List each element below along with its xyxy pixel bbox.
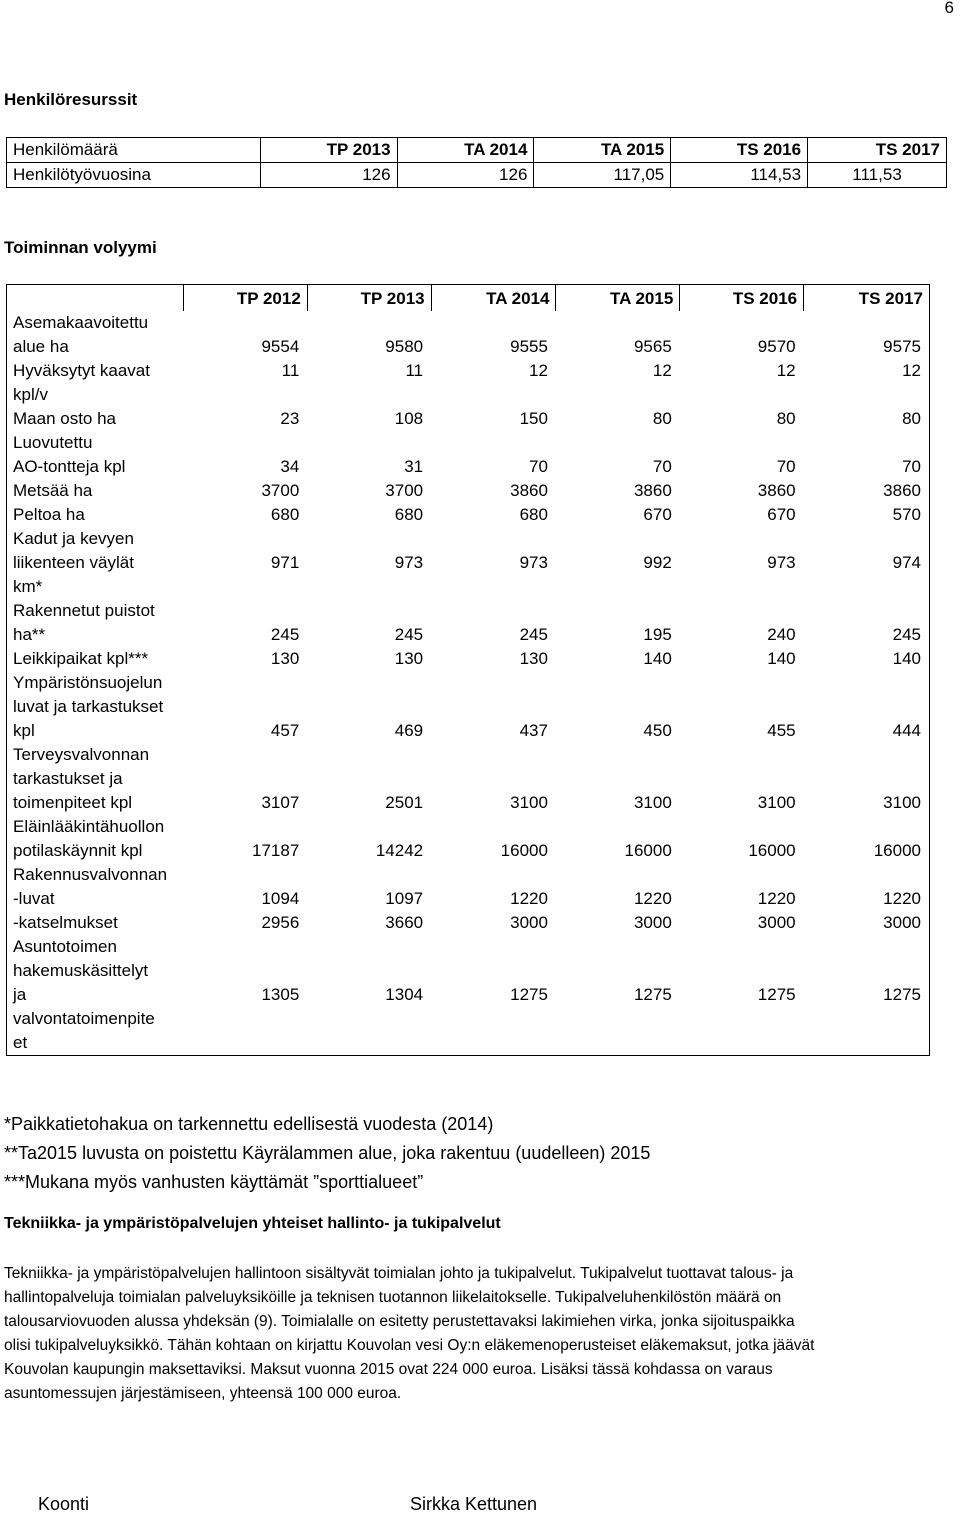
cell-value: 16000 bbox=[500, 841, 548, 860]
row-label-line: Leikkipaikat kpl*** bbox=[13, 649, 149, 668]
table-cell bbox=[556, 743, 680, 815]
table-cell: 117,05 bbox=[534, 163, 671, 188]
cell-value: 1220 bbox=[757, 889, 796, 908]
row-label-line: et bbox=[13, 1033, 28, 1052]
cell-value: 150 bbox=[519, 409, 548, 428]
table-cell bbox=[804, 479, 930, 503]
row-label-line: -luvat bbox=[13, 889, 55, 908]
table-cell bbox=[307, 479, 431, 503]
cell-value: 16000 bbox=[624, 841, 672, 860]
header-cell: TA 2015 bbox=[534, 138, 671, 163]
table-cell bbox=[431, 935, 556, 1056]
cell-value: 16000 bbox=[748, 841, 796, 860]
cell-value: 992 bbox=[643, 553, 672, 572]
cell-value: 130 bbox=[270, 649, 300, 668]
footnotes bbox=[4, 1110, 650, 1197]
cell-value: 1304 bbox=[385, 985, 424, 1004]
row-label-line: hakemuskäsittelyt bbox=[13, 961, 149, 980]
cell-value: 680 bbox=[519, 505, 548, 524]
table-cell bbox=[804, 359, 930, 407]
table-row bbox=[7, 935, 930, 1056]
cell-value: 1305 bbox=[261, 985, 300, 1004]
paragraph-line: talousarviovuoden alussa yhdeksän (9). Toimialalle on esitetty perustettavaksi lakimiehen virka, jonka sijoituspaikka bbox=[4, 1313, 795, 1330]
row-label bbox=[7, 431, 184, 479]
cell-value: 17187 bbox=[252, 841, 300, 860]
row-label-line: luvat ja tarkastukset bbox=[13, 697, 164, 716]
table-cell bbox=[307, 671, 431, 743]
table-cell bbox=[183, 599, 307, 647]
table-cell bbox=[804, 599, 930, 647]
table-row bbox=[7, 671, 930, 743]
row-label bbox=[7, 671, 184, 743]
cell-value: 140 bbox=[643, 649, 672, 668]
cell-value: 974 bbox=[892, 553, 921, 572]
row-label bbox=[7, 359, 184, 407]
table-cell bbox=[804, 647, 930, 671]
table-row bbox=[7, 599, 930, 647]
cell-value: 3700 bbox=[385, 481, 424, 500]
cell-value: 670 bbox=[767, 505, 796, 524]
table-cell bbox=[307, 527, 431, 599]
row-label-line: toimenpiteet kpl bbox=[13, 793, 133, 812]
row-label-line: Terveysvalvonnan bbox=[13, 745, 150, 764]
table-cell bbox=[307, 599, 431, 647]
table-row bbox=[7, 815, 930, 863]
row-label-line: Peltoa ha bbox=[13, 505, 85, 524]
cell-value: 9570 bbox=[757, 337, 796, 356]
cell-value: 1275 bbox=[633, 985, 672, 1004]
table-cell bbox=[307, 935, 431, 1056]
table-row bbox=[7, 359, 930, 407]
section-title-tukipalvelut: Tekniikka- ja ympäristöpalvelujen yhteiset hallinto- ja tukipalvelut bbox=[4, 1215, 501, 1232]
cell-value: 444 bbox=[892, 721, 921, 740]
cell-value: 1275 bbox=[510, 985, 548, 1004]
table-cell bbox=[680, 863, 804, 935]
cell-value: 130 bbox=[394, 649, 424, 668]
row-label bbox=[7, 407, 184, 431]
table-row bbox=[7, 479, 930, 503]
cell-value: 437 bbox=[519, 721, 548, 740]
table-row bbox=[7, 431, 930, 479]
volume-table bbox=[6, 284, 930, 1056]
table-cell bbox=[183, 479, 307, 503]
cell-value: 31 bbox=[404, 457, 424, 476]
table-row bbox=[7, 163, 947, 188]
table-cell bbox=[431, 359, 556, 407]
row-label-line: Asemakaavoitettu bbox=[13, 313, 149, 332]
cell-value: 3860 bbox=[757, 481, 796, 500]
table-cell bbox=[431, 647, 556, 671]
section-title-henkiloresurssit: Henkilöresurssit bbox=[4, 90, 138, 109]
section-title-toiminnan-volyymi: Toiminnan volyymi bbox=[4, 238, 157, 257]
table-cell bbox=[431, 527, 556, 599]
cell-value: 23 bbox=[280, 409, 300, 428]
table-cell bbox=[431, 503, 556, 527]
cell-value: 245 bbox=[892, 625, 921, 644]
row-label bbox=[7, 863, 184, 935]
table-cell bbox=[804, 407, 930, 431]
row-label-line: Hyväksytyt kaavat bbox=[13, 361, 150, 380]
table-cell: 126 bbox=[397, 163, 534, 188]
table-cell bbox=[556, 815, 680, 863]
cell-value: 12 bbox=[652, 361, 672, 380]
cell-value: 3000 bbox=[883, 913, 921, 932]
table-cell bbox=[680, 815, 804, 863]
header-cell: TS 2017 bbox=[808, 138, 947, 163]
table-cell bbox=[307, 743, 431, 815]
personnel-table-header bbox=[7, 138, 947, 163]
table-cell bbox=[680, 311, 804, 359]
cell-value: 9580 bbox=[385, 337, 424, 356]
header-cell: TP 2012 bbox=[183, 285, 307, 312]
cell-value: 140 bbox=[767, 649, 796, 668]
cell-value: 670 bbox=[643, 505, 672, 524]
cell-value: 1275 bbox=[883, 985, 921, 1004]
paragraph-line: asuntomessujen järjestämiseen, yhteensä 100 000 euroa. bbox=[4, 1385, 402, 1402]
row-label-line: alue ha bbox=[13, 337, 69, 356]
table-cell: 126 bbox=[260, 163, 397, 188]
cell-value: 245 bbox=[519, 625, 548, 644]
cell-value: 680 bbox=[270, 505, 300, 524]
header-cell: TA 2015 bbox=[556, 285, 680, 312]
cell-value: 1220 bbox=[883, 889, 921, 908]
cell-value: 130 bbox=[519, 649, 548, 668]
page-number: 6 bbox=[944, 0, 954, 17]
cell-value: 9575 bbox=[883, 337, 921, 356]
row-label bbox=[7, 815, 184, 863]
cell-value: 140 bbox=[892, 649, 921, 668]
table-cell bbox=[680, 743, 804, 815]
cell-value: 80 bbox=[652, 409, 672, 428]
header-cell bbox=[7, 285, 184, 312]
footer-right: Sirkka Kettunen bbox=[410, 1494, 538, 1514]
header-cell: TP 2013 bbox=[260, 138, 397, 163]
row-label: Henkilötyövuosina bbox=[7, 163, 261, 188]
table-cell bbox=[556, 863, 680, 935]
row-label-line: Eläinlääkintähuollon bbox=[13, 817, 165, 836]
table-cell bbox=[183, 935, 307, 1056]
cell-value: 680 bbox=[394, 505, 424, 524]
table-cell bbox=[556, 671, 680, 743]
row-label-line: potilaskäynnit kpl bbox=[13, 841, 143, 860]
personnel-table bbox=[6, 137, 947, 188]
table-cell bbox=[804, 935, 930, 1056]
cell-value: 11 bbox=[405, 361, 424, 380]
table-cell: 111,53 bbox=[808, 163, 947, 188]
table-cell bbox=[680, 503, 804, 527]
cell-value: 2956 bbox=[261, 913, 300, 932]
table-cell bbox=[556, 527, 680, 599]
row-label bbox=[7, 743, 184, 815]
table-cell bbox=[680, 599, 804, 647]
cell-value: 70 bbox=[902, 457, 921, 476]
table-cell bbox=[680, 671, 804, 743]
table-cell bbox=[431, 311, 556, 359]
cell-value: 3000 bbox=[757, 913, 796, 932]
table-cell bbox=[680, 647, 804, 671]
footer-left: Koonti bbox=[38, 1494, 90, 1514]
cell-value: 455 bbox=[767, 721, 796, 740]
cell-value: 12 bbox=[529, 361, 548, 380]
cell-value: 3000 bbox=[510, 913, 548, 932]
header-cell: Henkilömäärä bbox=[7, 138, 261, 163]
table-cell bbox=[680, 359, 804, 407]
cell-value: 70 bbox=[529, 457, 548, 476]
table-cell bbox=[307, 503, 431, 527]
cell-value: 16000 bbox=[873, 841, 921, 860]
cell-value: 12 bbox=[776, 361, 796, 380]
paragraph-line: hallintopalveluja toimialan palveluyksiköille ja teknisen tuotannon liikelaitokselle. Tukipalveluhenkilöstön määrä on bbox=[4, 1289, 782, 1306]
cell-value: 1097 bbox=[385, 889, 424, 908]
row-label-line: Ympäristönsuojelun bbox=[13, 673, 163, 692]
cell-value: 1094 bbox=[261, 889, 300, 908]
cell-value: 108 bbox=[394, 409, 424, 428]
paragraph-line: Tekniikka- ja ympäristöpalvelujen hallintoon sisältyvät toimialan johto ja tukipalvelut. Tukipalvelut tuottavat talous- ja bbox=[4, 1265, 794, 1282]
table-cell bbox=[556, 503, 680, 527]
cell-value: 457 bbox=[270, 721, 300, 740]
table-cell bbox=[431, 431, 556, 479]
cell-value: 245 bbox=[394, 625, 424, 644]
table-cell bbox=[307, 815, 431, 863]
table-cell bbox=[183, 407, 307, 431]
cell-value: 240 bbox=[767, 625, 796, 644]
row-label-line: AO-tontteja kpl bbox=[13, 457, 126, 476]
cell-value: 3107 bbox=[261, 793, 300, 812]
row-label-line: kpl/v bbox=[13, 385, 48, 404]
table-row bbox=[7, 311, 930, 359]
cell-value: 70 bbox=[652, 457, 672, 476]
volume-table-header bbox=[7, 285, 930, 312]
table-cell bbox=[556, 479, 680, 503]
table-cell bbox=[804, 431, 930, 479]
body-paragraph bbox=[4, 1262, 814, 1406]
table-cell bbox=[183, 815, 307, 863]
row-label bbox=[7, 503, 184, 527]
header-cell: TP 2013 bbox=[307, 285, 431, 312]
cell-value: 9565 bbox=[633, 337, 672, 356]
cell-value: 80 bbox=[776, 409, 796, 428]
cell-value: 11 bbox=[281, 361, 300, 380]
cell-value: 195 bbox=[643, 625, 672, 644]
table-cell bbox=[680, 407, 804, 431]
cell-value: 570 bbox=[892, 505, 921, 524]
table-row bbox=[7, 527, 930, 599]
cell-value: 3000 bbox=[633, 913, 672, 932]
table-cell bbox=[431, 815, 556, 863]
table-cell bbox=[431, 599, 556, 647]
cell-value: 973 bbox=[394, 553, 424, 572]
cell-value: 973 bbox=[519, 553, 548, 572]
row-label-line: liikenteen väylät bbox=[13, 553, 134, 572]
row-label-line: Metsää ha bbox=[13, 481, 93, 500]
row-label-line: Asuntotoimen bbox=[13, 937, 117, 956]
footnote: ***Mukana myös vanhusten käyttämät ”sporttialueet” bbox=[4, 1172, 424, 1192]
table-cell bbox=[680, 527, 804, 599]
cell-value: 9555 bbox=[510, 337, 548, 356]
row-label bbox=[7, 479, 184, 503]
cell-value: 14242 bbox=[375, 841, 424, 860]
cell-value: 3100 bbox=[883, 793, 921, 812]
cell-value: 12 bbox=[902, 361, 921, 380]
row-label-line: -katselmukset bbox=[13, 913, 118, 932]
cell-value: 1220 bbox=[510, 889, 548, 908]
table-cell bbox=[183, 311, 307, 359]
table-cell bbox=[307, 647, 431, 671]
table-cell bbox=[431, 407, 556, 431]
table-cell bbox=[183, 527, 307, 599]
row-label-line: tarkastukset ja bbox=[13, 769, 123, 788]
paragraph-line: Kouvolan kaupungin maksettaviksi. Maksut vuonna 2015 ovat 224 000 euroa. Lisäksi tässä kohdassa on varaus bbox=[4, 1361, 773, 1378]
table-cell bbox=[680, 479, 804, 503]
table-cell: 114,53 bbox=[671, 163, 808, 188]
table-cell bbox=[183, 743, 307, 815]
cell-value: 469 bbox=[394, 721, 424, 740]
cell-value: 34 bbox=[280, 457, 300, 476]
table-cell bbox=[556, 935, 680, 1056]
table-cell bbox=[183, 863, 307, 935]
footnote: **Ta2015 luvusta on poistettu Käyrälammen alue, joka rakentuu (uudelleen) 2015 bbox=[4, 1143, 651, 1163]
row-label-line: ja bbox=[13, 985, 27, 1004]
header-cell: TS 2017 bbox=[804, 285, 930, 312]
row-label-line: km* bbox=[13, 577, 43, 596]
table-cell bbox=[804, 743, 930, 815]
table-cell bbox=[804, 311, 930, 359]
row-label bbox=[7, 599, 184, 647]
table-cell bbox=[183, 359, 307, 407]
paragraph-line: olisi tukipalveluyksikkö. Tähän kohtaan on kirjattu Kouvolan vesi Oy:n eläkemenoperusteiset eläkemaksut, jotka jäävät bbox=[4, 1337, 815, 1354]
row-label-line: ha** bbox=[13, 625, 46, 644]
table-cell bbox=[804, 527, 930, 599]
row-label-line: Rakennusvalvonnan bbox=[13, 865, 168, 884]
table-cell bbox=[804, 815, 930, 863]
header-cell: TA 2014 bbox=[431, 285, 556, 312]
table-row bbox=[7, 863, 930, 935]
cell-value: 3660 bbox=[385, 913, 424, 932]
cell-value: 2501 bbox=[385, 793, 424, 812]
table-cell bbox=[556, 431, 680, 479]
header-cell: TA 2014 bbox=[397, 138, 534, 163]
table-cell bbox=[804, 863, 930, 935]
row-label-line: Luovutettu bbox=[13, 433, 93, 452]
table-row bbox=[7, 647, 930, 671]
cell-value: 3860 bbox=[510, 481, 548, 500]
cell-value: 70 bbox=[776, 457, 796, 476]
cell-value: 3100 bbox=[510, 793, 548, 812]
row-label-line: Maan osto ha bbox=[13, 409, 117, 428]
table-cell bbox=[680, 935, 804, 1056]
table-row bbox=[7, 407, 930, 431]
table-cell bbox=[183, 503, 307, 527]
row-label bbox=[7, 935, 184, 1056]
header-cell: TS 2016 bbox=[680, 285, 804, 312]
row-label-line: valvontatoimenpite bbox=[13, 1009, 155, 1028]
cell-value: 3700 bbox=[261, 481, 300, 500]
header-cell: TS 2016 bbox=[671, 138, 808, 163]
table-row bbox=[7, 503, 930, 527]
cell-value: 245 bbox=[270, 625, 300, 644]
table-cell bbox=[431, 671, 556, 743]
table-cell bbox=[556, 647, 680, 671]
row-label-line: kpl bbox=[13, 721, 35, 740]
cell-value: 3100 bbox=[633, 793, 672, 812]
cell-value: 3860 bbox=[633, 481, 672, 500]
table-cell bbox=[183, 671, 307, 743]
row-label bbox=[7, 311, 184, 359]
row-label-line: Rakennetut puistot bbox=[13, 601, 155, 620]
cell-value: 971 bbox=[270, 553, 300, 572]
cell-value: 1220 bbox=[633, 889, 672, 908]
table-row bbox=[7, 743, 930, 815]
table-cell bbox=[307, 407, 431, 431]
cell-value: 1275 bbox=[757, 985, 796, 1004]
cell-value: 973 bbox=[767, 553, 796, 572]
cell-value: 80 bbox=[902, 409, 921, 428]
row-label bbox=[7, 647, 184, 671]
table-cell bbox=[431, 479, 556, 503]
table-cell bbox=[307, 311, 431, 359]
table-cell bbox=[307, 431, 431, 479]
cell-value: 3100 bbox=[757, 793, 796, 812]
table-cell bbox=[556, 359, 680, 407]
footnote: *Paikkatietohakua on tarkennettu edellisestä vuodesta (2014) bbox=[4, 1114, 494, 1134]
table-cell bbox=[431, 743, 556, 815]
table-cell bbox=[680, 431, 804, 479]
table-cell bbox=[183, 647, 307, 671]
table-cell bbox=[431, 863, 556, 935]
cell-value: 9554 bbox=[261, 337, 300, 356]
cell-value: 3860 bbox=[883, 481, 921, 500]
table-cell bbox=[556, 599, 680, 647]
table-cell bbox=[556, 311, 680, 359]
row-label bbox=[7, 527, 184, 599]
table-cell bbox=[556, 407, 680, 431]
table-cell bbox=[183, 431, 307, 479]
table-cell bbox=[307, 359, 431, 407]
table-cell bbox=[804, 671, 930, 743]
table-cell bbox=[307, 863, 431, 935]
cell-value: 450 bbox=[643, 721, 672, 740]
table-cell bbox=[804, 503, 930, 527]
row-label-line: Kadut ja kevyen bbox=[13, 529, 134, 548]
